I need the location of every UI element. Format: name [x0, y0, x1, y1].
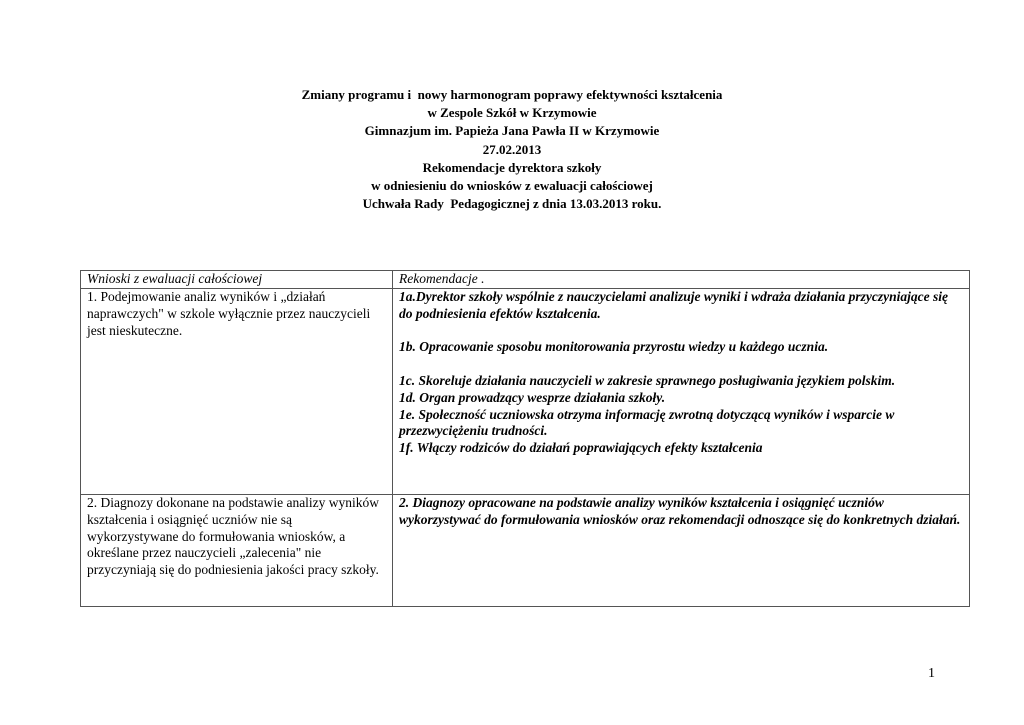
wniosek-cell — [81, 289, 393, 495]
rekomendacje-cell — [393, 495, 970, 607]
recommendation-1d: 1d. Organ prowadzący wesprze działania szkoły. — [399, 389, 666, 405]
column-header-wnioski: Wnioski z ewaluacji całościowej — [81, 271, 393, 289]
wniosek-cell — [81, 495, 393, 607]
gymnasium-name-line: Gimnazjum im. Papieża Jana Pawła II w Krzymowie — [364, 123, 660, 139]
evaluation-table — [80, 270, 970, 607]
table-row — [81, 495, 970, 607]
column-header-rekomendacje: Rekomendacje . — [393, 271, 970, 289]
recommendation-1c: 1c. Skoreluje działania nauczycieli w zakresie sprawnego posługiwania językiem polskim. — [399, 372, 896, 388]
school-name-line: w Zespole Szkół w Krzymowie — [427, 105, 597, 121]
subtitle-context-line: w odniesieniu do wniosków z ewaluacji całościowej — [371, 178, 653, 194]
rekomendacje-cell — [393, 289, 970, 495]
subtitle-line: Rekomendacje dyrektora szkoły — [422, 159, 602, 175]
resolution-line: Uchwała Rady Pedagogicznej z dnia 13.03.2013 roku. — [362, 196, 662, 212]
recommendation-1b: 1b. Opracowanie sposobu monitorowania przyrostu wiedzy u każdego ucznia. — [399, 339, 829, 355]
recommendation-2: 2. Diagnozy opracowane na podstawie analizy wyników kształcenia i osiągnięć uczniów wykorzystywać do formułowania wniosków oraz rekomendacji odnoszące się do konkretnych działań. — [399, 495, 961, 527]
page-number: 1 — [928, 666, 935, 681]
title-line: Zmiany programu i nowy harmonogram poprawy efektywności kształcenia — [301, 87, 723, 102]
table-header-row — [81, 271, 970, 289]
recommendation-1e: 1e. Społeczność uczniowska otrzyma informację zwrotną dotyczącą wyników i wsparcie w przezwyciężeniu trudności. — [399, 406, 895, 439]
table-row — [81, 289, 970, 495]
recommendation-1a: 1a.Dyrektor szkoły wspólnie z nauczycielami analizuje wyniki i wdraża działania przyczyniające się do podniesienia efektów kształcenia. — [399, 289, 949, 321]
wniosek-text: 2. Diagnozy dokonane na podstawie analizy wyników kształcenia i osiągnięć uczniów nie są wykorzystywane do formułowania wniosków, a określane przez nauczycieli „zalecenia" nie przyczyniają się do podniesienia jakości pracy szkoły. — [87, 495, 380, 578]
wniosek-text: 1. Podejmowanie analiz wyników i „działań naprawczych" w szkole wyłącznie przez nauczycieli jest nieskuteczne. — [87, 289, 371, 338]
recommendation-1f: 1f. Włączy rodziców do działań poprawiających efekty kształcenia — [399, 440, 763, 456]
document-date: 27.02.2013 — [482, 141, 542, 157]
document-title-block — [0, 86, 1024, 213]
